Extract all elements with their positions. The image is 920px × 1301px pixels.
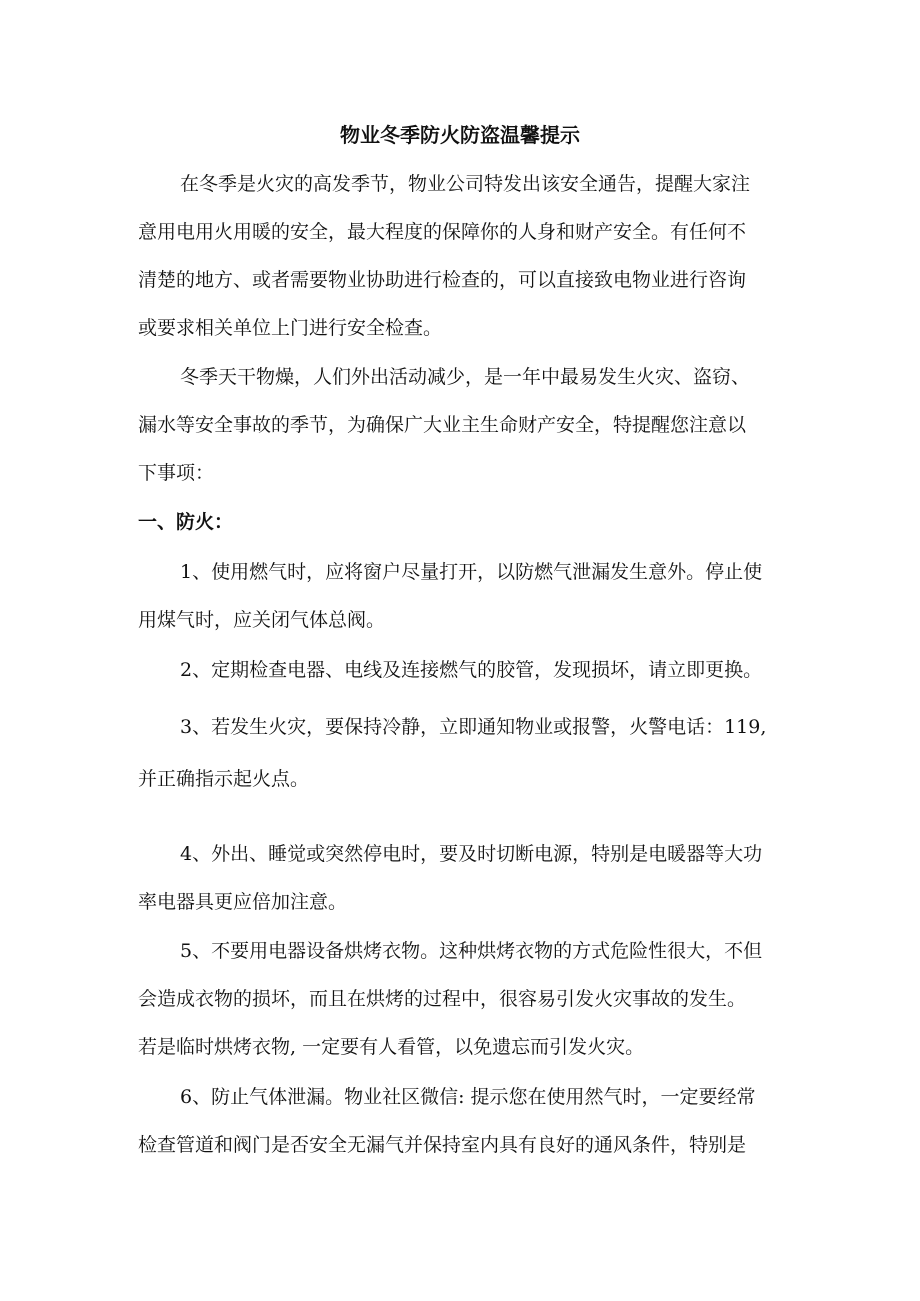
item1-line-2: 用煤气时，应关闭气体总阀。 — [138, 609, 386, 631]
item3-line-2: 并正确指示起火点。 — [138, 768, 310, 790]
para2-line-1: 冬季天干物燥，人们外出活动减少，是一年中最易发生火灾、盗窃、 — [180, 366, 751, 388]
section-heading-fire: 一、防火： — [138, 511, 234, 533]
item6-line-2: 检查管道和阀门是否安全无漏气并保持室内具有良好的通风条件，特别是 — [138, 1134, 747, 1156]
intro-line-4: 或要求相关单位上门进行安全检查。 — [138, 317, 443, 339]
item4-line-2: 率电器具更应倍加注意。 — [138, 891, 348, 913]
intro-line-3: 清楚的地方、或者需要物业协助进行检查的，可以直接致电物业进行咨询 — [138, 269, 747, 291]
item6-line-1: 6、防止气体泄漏。物业社区微信: 提示您在使用然气时，一定要经常 — [180, 1086, 756, 1108]
intro-line-2: 意用电用火用暖的安全，最大程度的保障你的人身和财产安全。有任何不 — [138, 221, 747, 243]
item2-line-1: 2、定期检查电器、电线及连接燃气的胶管，发现损坏，请立即更换。 — [180, 659, 763, 681]
item5-line-2: 会造成衣物的损坏，而且在烘烤的过程中，很容易引发火灾事故的发生。 — [138, 988, 747, 1010]
para2-line-3: 下事项： — [138, 462, 215, 484]
para2-line-2: 漏水等安全事故的季节，为确保广大业主生命财产安全，特提醒您注意以 — [138, 414, 747, 436]
page-title: 物业冬季防火防盗温馨提示 — [340, 123, 580, 147]
item5-line-1: 5、不要用电器设备烘烤衣物。这种烘烤衣物的方式危险性很大，不但 — [180, 940, 763, 962]
item5-line-3: 若是临时烘烤衣物, 一定要有人看管，以免遗忘而引发火灾。 — [138, 1036, 645, 1058]
item1-line-1: 1、使用燃气时，应将窗户尽量打开，以防燃气泄漏发生意外。停止使 — [180, 561, 763, 583]
item4-line-1: 4、外出、睡觉或突然停电时，要及时切断电源，特别是电暖器等大功 — [180, 843, 763, 865]
item3-line-1: 3、若发生火灾，要保持冷静，立即通知物业或报警，火警电话：119, — [180, 716, 767, 738]
intro-line-1: 在冬季是火灾的高发季节，物业公司特发出该安全通告，提醒大家注 — [180, 173, 751, 195]
